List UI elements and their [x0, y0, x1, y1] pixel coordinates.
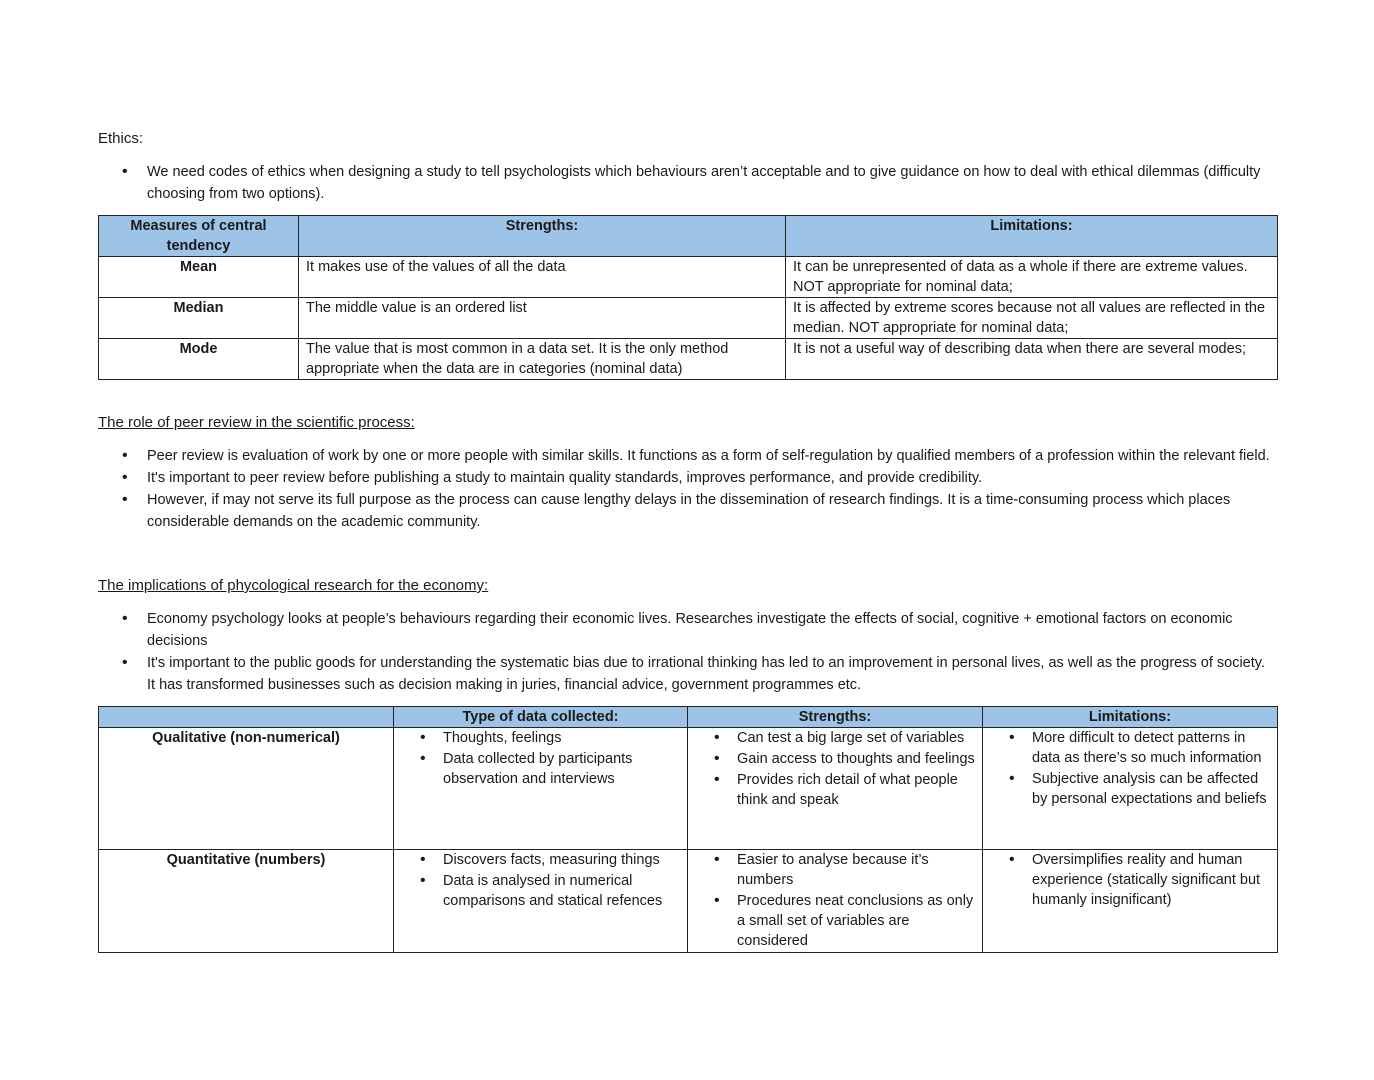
economy-bullets: [98, 608, 1277, 696]
table-cell: [688, 728, 983, 850]
list-item: • However, if may not serve its full purpose as the process can cause lengthy delays in the dissemination of research findings. It is a time-consuming process which places considerable demands on the academic community.: [98, 489, 1277, 533]
column-header: Limitations:: [983, 707, 1278, 728]
peer-review-bullets: [98, 445, 1277, 533]
table-cell: [394, 728, 688, 850]
row-label: Qualitative (non-numerical): [99, 728, 394, 850]
row-label: Median: [99, 298, 299, 339]
list-item: • Discovers facts, measuring things: [394, 850, 680, 870]
ethics-heading: Ethics:: [98, 130, 144, 147]
data-types-table: [98, 706, 1278, 953]
table-cell: It is not a useful way of describing data when there are several modes;: [786, 339, 1278, 380]
document-page: [98, 128, 1277, 953]
central-tendency-table: [98, 215, 1278, 380]
list-item: • Data collected by participants observation and interviews: [394, 749, 680, 789]
cell-bullet-list: [688, 728, 975, 810]
list-item: • Gain access to thoughts and feelings: [688, 749, 975, 769]
row-label: Quantitative (numbers): [99, 850, 394, 953]
list-item: • Procedures neat conclusions as only a small set of variables are considered: [688, 891, 975, 951]
list-item: • Easier to analyse because it’s numbers: [688, 850, 975, 890]
table-row: [99, 850, 1278, 953]
column-header: Limitations:: [786, 216, 1278, 257]
list-item: • Oversimplifies reality and human experience (statically significant but humanly insignificant): [983, 850, 1270, 910]
cell-bullet-list: [983, 728, 1270, 809]
table-header-row: [99, 216, 1278, 257]
ethics-bullets: [98, 161, 1277, 205]
list-item: • Peer review is evaluation of work by one or more people with similar skills. It functions as a form of self-regulation by qualified members of a profession within the relevant field.: [98, 445, 1277, 467]
list-item: • It's important to the public goods for understanding the systematic bias due to irrational thinking has led to an improvement in personal lives, as well as the progress of society. It has transformed businesses such as decision making in juries, financial advice, government programmes etc.: [98, 652, 1277, 696]
column-header: Measures of central tendency: [99, 216, 299, 257]
table-cell: [983, 728, 1278, 850]
list-item: • Subjective analysis can be affected by personal expectations and beliefs: [983, 769, 1270, 809]
cell-bullet-list: [983, 850, 1270, 910]
table-cell: It makes use of the values of all the data: [299, 257, 786, 298]
cell-bullet-list: [394, 850, 680, 911]
table-row: [99, 339, 1278, 380]
column-header: [99, 707, 394, 728]
table-row: [99, 298, 1278, 339]
list-item: • More difficult to detect patterns in data as there’s so much information: [983, 728, 1270, 768]
row-label: Mode: [99, 339, 299, 380]
table-header-row: [99, 707, 1278, 728]
column-header: Strengths:: [299, 216, 786, 257]
peer-review-heading: The role of peer review in the scientific process:: [98, 414, 415, 431]
table-row: [99, 257, 1278, 298]
list-item: • Economy psychology looks at people’s behaviours regarding their economic lives. Researches investigate the effects of social, cognitive + emotional factors on economic decisions: [98, 608, 1277, 652]
row-label: Mean: [99, 257, 299, 298]
list-item: • Data is analysed in numerical comparisons and statical refences: [394, 871, 680, 911]
list-item: • We need codes of ethics when designing a study to tell psychologists which behaviours aren’t acceptable and to give guidance on how to deal with ethical dilemmas (difficulty choosing from two options).: [98, 161, 1277, 205]
table-cell: The middle value is an ordered list: [299, 298, 786, 339]
list-item: • Can test a big large set of variables: [688, 728, 975, 748]
table-cell: The value that is most common in a data set. It is the only method appropriate when the data are in categories (nominal data): [299, 339, 786, 380]
cell-bullet-list: [394, 728, 680, 789]
cell-bullet-list: [688, 850, 975, 951]
column-header: Type of data collected:: [394, 707, 688, 728]
list-item: • Provides rich detail of what people think and speak: [688, 770, 975, 810]
table-cell: [688, 850, 983, 953]
economy-heading: The implications of phycological research for the economy:: [98, 577, 489, 594]
table-cell: [983, 850, 1278, 953]
table-cell: It can be unrepresented of data as a whole if there are extreme values. NOT appropriate for nominal data;: [786, 257, 1278, 298]
table-cell: It is affected by extreme scores because not all values are reflected in the median. NOT appropriate for nominal data;: [786, 298, 1278, 339]
table-cell: [394, 850, 688, 953]
list-item: • Thoughts, feelings: [394, 728, 680, 748]
table-row: [99, 728, 1278, 850]
column-header: Strengths:: [688, 707, 983, 728]
list-item: • It's important to peer review before publishing a study to maintain quality standards, improves performance, and provide credibility.: [98, 467, 1277, 489]
